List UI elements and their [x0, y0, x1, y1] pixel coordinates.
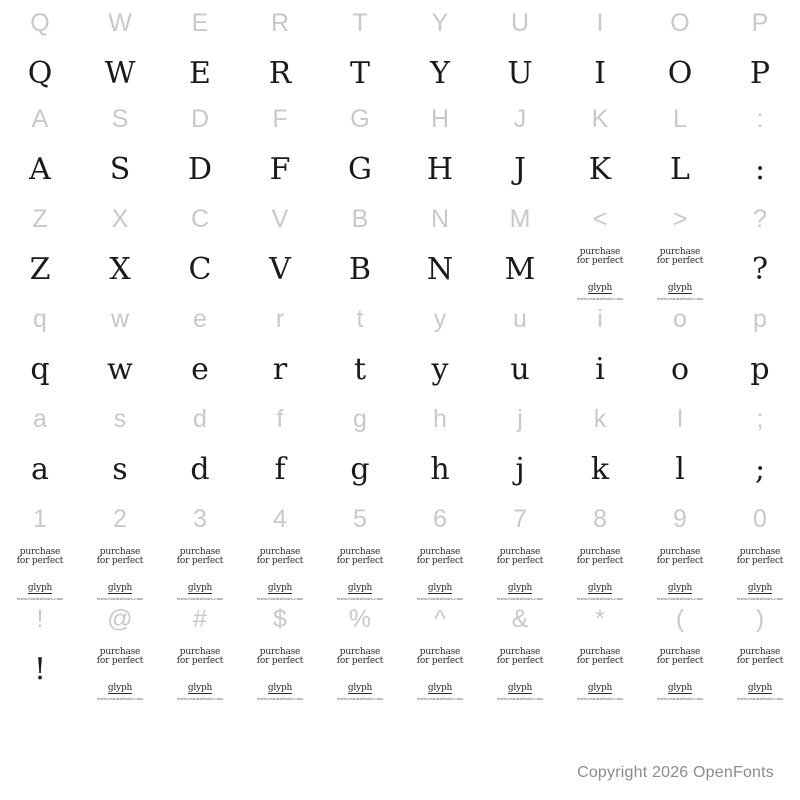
- keyrow-5-reference: [0, 396, 800, 442]
- notice-line-2: for perfect: [736, 656, 784, 666]
- purchase-notice-block: [657, 548, 703, 601]
- notice-line-3: glyph: [27, 583, 53, 593]
- notice-line-1: purchase: [499, 547, 541, 557]
- notice-line-3: glyph: [427, 583, 453, 593]
- purchase-notice: [560, 242, 640, 301]
- purchase-notice-block: [737, 648, 783, 701]
- glyph-char: o: [670, 352, 690, 387]
- notice-line-2: for perfect: [336, 556, 384, 566]
- purchase-notice: [480, 542, 560, 601]
- reference-char: ): [755, 605, 765, 633]
- glyph-char: Q: [27, 56, 53, 91]
- purchase-notice-block: [657, 648, 703, 701]
- purchase-notice: [720, 642, 800, 701]
- reference-char: P: [751, 9, 769, 37]
- notice-line-3: glyph: [267, 683, 293, 693]
- keyrow-3-reference: [0, 196, 800, 242]
- notice-line-2: for perfect: [656, 556, 704, 566]
- glyph-char: U: [507, 56, 533, 91]
- reference-char: <: [592, 205, 608, 233]
- reference-char: A: [31, 105, 49, 133]
- reference-char: p: [753, 305, 767, 333]
- reference-char: Q: [30, 9, 50, 37]
- reference-char: y: [433, 305, 447, 333]
- reference-char: t: [356, 305, 364, 333]
- glyph-char: P: [749, 56, 771, 91]
- notice-line-1: purchase: [99, 547, 141, 557]
- reference-char: 4: [273, 505, 287, 533]
- notice-url: www.renatefonts.com: [736, 596, 783, 601]
- reference-char: w: [110, 305, 130, 333]
- glyph-char: e: [191, 352, 209, 387]
- notice-line-3: glyph: [667, 683, 693, 693]
- purchase-notice-block: [577, 548, 623, 601]
- reference-char: e: [193, 305, 207, 333]
- glyph-char: F: [269, 152, 291, 187]
- notice-url: www.renatefonts.com: [496, 596, 543, 601]
- reference-char: M: [509, 205, 531, 233]
- glyph-char: V: [269, 252, 291, 287]
- reference-char: l: [677, 405, 683, 433]
- glyph-char: u: [510, 352, 530, 387]
- notice-line-2: for perfect: [336, 656, 384, 666]
- notice-line-2: for perfect: [96, 556, 144, 566]
- purchase-notice-block: [497, 548, 543, 601]
- notice-url: www.renatefonts.com: [656, 596, 703, 601]
- notice-line-2: for perfect: [16, 556, 64, 566]
- notice-line-3: glyph: [107, 683, 133, 693]
- notice-line-3: glyph: [507, 583, 533, 593]
- notice-line-1: purchase: [19, 547, 61, 557]
- notice-line-2: for perfect: [416, 656, 464, 666]
- notice-line-3: glyph: [747, 583, 773, 593]
- reference-char: @: [107, 605, 133, 633]
- purchase-notice-block: [337, 648, 383, 701]
- notice-line-2: for perfect: [256, 556, 304, 566]
- reference-char: d: [193, 405, 207, 433]
- notice-line-2: for perfect: [496, 656, 544, 666]
- glyph-char: ?: [751, 252, 769, 287]
- reference-char: ^: [434, 605, 446, 633]
- notice-line-3: glyph: [507, 683, 533, 693]
- reference-char: q: [33, 305, 47, 333]
- keyrow-7-reference: [0, 596, 800, 642]
- notice-line-2: for perfect: [656, 256, 704, 266]
- glyph-char: R: [268, 56, 292, 91]
- notice-line-3: glyph: [667, 583, 693, 593]
- notice-line-3: glyph: [587, 583, 613, 593]
- notice-line-3: glyph: [267, 583, 293, 593]
- reference-char: :: [756, 105, 764, 133]
- reference-char: 6: [433, 505, 447, 533]
- keyrow-7-glyphs: [0, 642, 800, 701]
- notice-line-1: purchase: [259, 547, 301, 557]
- notice-url: www.renatefonts.com: [96, 596, 143, 601]
- notice-line-3: glyph: [187, 683, 213, 693]
- notice-url: www.renatefonts.com: [416, 596, 463, 601]
- reference-char: f: [276, 405, 284, 433]
- reference-char: $: [273, 605, 287, 633]
- notice-line-2: for perfect: [176, 556, 224, 566]
- reference-char: *: [595, 605, 605, 633]
- notice-line-1: purchase: [659, 247, 701, 257]
- notice-url: www.renatefonts.com: [416, 696, 463, 701]
- notice-line-2: for perfect: [576, 556, 624, 566]
- purchase-notice: [720, 542, 800, 601]
- notice-url: www.renatefonts.com: [496, 696, 543, 701]
- copyright-notice: Copyright 2026 OpenFonts: [577, 764, 774, 781]
- glyph-char: T: [349, 56, 370, 91]
- reference-char: F: [272, 105, 288, 133]
- glyph-char: S: [109, 152, 131, 187]
- notice-url: www.renatefonts.com: [176, 696, 223, 701]
- purchase-notice: [160, 642, 240, 701]
- reference-char: h: [433, 405, 447, 433]
- reference-char: #: [193, 605, 207, 633]
- notice-line-3: glyph: [347, 683, 373, 693]
- notice-line-1: purchase: [739, 647, 781, 657]
- purchase-notice-block: [177, 548, 223, 601]
- keyrow-1-reference: [0, 0, 800, 46]
- glyph-char: q: [30, 352, 50, 387]
- glyph-char: h: [430, 452, 450, 487]
- notice-url: www.renatefonts.com: [656, 296, 703, 301]
- reference-char: Y: [431, 9, 449, 37]
- reference-char: ;: [756, 405, 764, 433]
- purchase-notice: [320, 642, 400, 701]
- notice-url: www.renatefonts.com: [576, 596, 623, 601]
- reference-char: W: [108, 9, 132, 37]
- reference-char: >: [672, 205, 688, 233]
- notice-line-1: purchase: [419, 647, 461, 657]
- notice-line-1: purchase: [259, 647, 301, 657]
- notice-line-1: purchase: [99, 647, 141, 657]
- keyrow-5-glyphs: [0, 442, 800, 498]
- notice-line-1: purchase: [579, 247, 621, 257]
- notice-url: www.renatefonts.com: [336, 596, 383, 601]
- reference-char: 7: [513, 505, 527, 533]
- purchase-notice-block: [657, 248, 703, 301]
- reference-char: u: [513, 305, 527, 333]
- notice-url: www.renatefonts.com: [656, 696, 703, 701]
- notice-url: www.renatefonts.com: [256, 696, 303, 701]
- glyph-char: f: [274, 452, 286, 487]
- reference-char: 9: [673, 505, 687, 533]
- reference-char: &: [511, 605, 529, 633]
- glyph-char: N: [426, 252, 454, 287]
- glyph-char: Y: [430, 56, 450, 91]
- reference-char: S: [111, 105, 129, 133]
- purchase-notice: [400, 542, 480, 601]
- purchase-notice: [320, 542, 400, 601]
- glyph-char: M: [504, 252, 536, 287]
- keyrow-4-reference: [0, 296, 800, 342]
- purchase-notice-block: [337, 548, 383, 601]
- notice-url: www.renatefonts.com: [176, 596, 223, 601]
- reference-char: O: [670, 9, 690, 37]
- purchase-notice: [240, 642, 320, 701]
- glyph-char: G: [348, 152, 372, 187]
- notice-line-1: purchase: [499, 647, 541, 657]
- reference-char: C: [190, 205, 210, 233]
- reference-char: g: [353, 405, 367, 433]
- keyrow-2-reference: [0, 96, 800, 142]
- reference-char: L: [673, 105, 687, 133]
- notice-line-2: for perfect: [656, 656, 704, 666]
- reference-char: J: [513, 105, 527, 133]
- notice-line-2: for perfect: [736, 556, 784, 566]
- reference-char: 3: [193, 505, 207, 533]
- glyph-char: a: [31, 452, 49, 487]
- notice-line-1: purchase: [419, 547, 461, 557]
- notice-line-2: for perfect: [576, 256, 624, 266]
- glyph-char: H: [426, 152, 454, 187]
- glyph-char: W: [104, 56, 136, 91]
- glyph-char: L: [670, 152, 690, 187]
- glyph-char: p: [750, 352, 770, 387]
- reference-char: j: [517, 405, 523, 433]
- keyrow-4-glyphs: [0, 342, 800, 398]
- purchase-notice: [560, 642, 640, 701]
- reference-char: k: [593, 405, 607, 433]
- reference-char: 2: [113, 505, 127, 533]
- notice-line-2: for perfect: [256, 656, 304, 666]
- reference-char: U: [510, 9, 530, 37]
- notice-line-3: glyph: [347, 583, 373, 593]
- reference-char: ?: [753, 205, 767, 233]
- reference-char: T: [352, 9, 368, 37]
- notice-line-1: purchase: [339, 647, 381, 657]
- reference-char: 1: [33, 505, 47, 533]
- purchase-notice: [160, 542, 240, 601]
- keyrow-6-reference: [0, 496, 800, 542]
- reference-char: i: [597, 305, 603, 333]
- keyrow-1-glyphs: [0, 46, 800, 102]
- purchase-notice-block: [17, 548, 63, 601]
- reference-char: N: [430, 205, 450, 233]
- glyph-char: t: [353, 352, 367, 387]
- reference-char: V: [271, 205, 289, 233]
- glyph-char: r: [272, 352, 288, 387]
- glyph-char: E: [189, 56, 211, 91]
- glyph-char: w: [107, 352, 133, 387]
- purchase-notice: [0, 542, 80, 601]
- notice-line-2: for perfect: [496, 556, 544, 566]
- notice-url: www.renatefonts.com: [256, 596, 303, 601]
- purchase-notice: [80, 642, 160, 701]
- notice-line-2: for perfect: [576, 656, 624, 666]
- reference-char: K: [591, 105, 609, 133]
- purchase-notice: [640, 242, 720, 301]
- purchase-notice-block: [257, 548, 303, 601]
- glyph-char: K: [588, 152, 612, 187]
- purchase-notice-block: [97, 548, 143, 601]
- purchase-notice-block: [737, 548, 783, 601]
- glyph-char: y: [431, 352, 449, 387]
- purchase-notice-block: [577, 648, 623, 701]
- purchase-notice: [480, 642, 560, 701]
- notice-line-3: glyph: [187, 583, 213, 593]
- purchase-notice: [80, 542, 160, 601]
- notice-line-1: purchase: [339, 547, 381, 557]
- glyph-char: B: [348, 252, 372, 287]
- glyph-char: j: [515, 452, 525, 487]
- reference-char: G: [350, 105, 370, 133]
- notice-url: www.renatefonts.com: [16, 596, 63, 601]
- purchase-notice: [240, 542, 320, 601]
- purchase-notice: [400, 642, 480, 701]
- notice-url: www.renatefonts.com: [96, 696, 143, 701]
- glyph-char: C: [188, 252, 212, 287]
- reference-char: I: [596, 9, 604, 37]
- notice-line-1: purchase: [179, 647, 221, 657]
- reference-char: %: [348, 605, 372, 633]
- reference-char: X: [111, 205, 129, 233]
- glyph-char: i: [595, 352, 605, 387]
- reference-char: D: [190, 105, 210, 133]
- purchase-notice: [640, 542, 720, 601]
- keyrow-2-glyphs: [0, 142, 800, 198]
- reference-char: 8: [593, 505, 607, 533]
- reference-char: E: [191, 9, 209, 37]
- purchase-notice-block: [97, 648, 143, 701]
- glyph-char: !: [33, 652, 47, 687]
- keyrow-3-glyphs: [0, 242, 800, 301]
- notice-line-3: glyph: [587, 683, 613, 693]
- notice-line-2: for perfect: [96, 656, 144, 666]
- purchase-notice-block: [497, 648, 543, 701]
- notice-url: www.renatefonts.com: [576, 696, 623, 701]
- glyph-char: :: [754, 152, 766, 187]
- glyph-char: J: [513, 152, 527, 187]
- reference-char: r: [275, 305, 285, 333]
- reference-char: H: [430, 105, 450, 133]
- glyph-char: O: [667, 56, 693, 91]
- reference-char: Z: [32, 205, 48, 233]
- notice-line-1: purchase: [579, 547, 621, 557]
- glyph-char: A: [29, 152, 51, 187]
- purchase-notice-block: [417, 648, 463, 701]
- purchase-notice: [640, 642, 720, 701]
- purchase-notice: [560, 542, 640, 601]
- glyph-char: k: [590, 452, 610, 487]
- glyph-char: g: [350, 452, 370, 487]
- glyph-char: l: [675, 452, 685, 487]
- glyph-char: ;: [754, 452, 766, 487]
- notice-url: www.renatefonts.com: [576, 296, 623, 301]
- notice-line-3: glyph: [667, 283, 693, 293]
- reference-char: a: [33, 405, 47, 433]
- reference-char: o: [673, 305, 687, 333]
- notice-line-1: purchase: [179, 547, 221, 557]
- notice-line-1: purchase: [659, 647, 701, 657]
- glyph-char: s: [112, 452, 128, 487]
- notice-line-1: purchase: [739, 547, 781, 557]
- reference-char: s: [113, 405, 127, 433]
- glyph-char: X: [109, 252, 131, 287]
- purchase-notice-block: [257, 648, 303, 701]
- purchase-notice-block: [417, 548, 463, 601]
- notice-line-1: purchase: [659, 547, 701, 557]
- notice-line-2: for perfect: [176, 656, 224, 666]
- notice-line-3: glyph: [107, 583, 133, 593]
- glyph-char: Z: [29, 252, 51, 287]
- keyrow-6-glyphs: [0, 542, 800, 601]
- glyph-char: I: [594, 56, 606, 91]
- purchase-notice-block: [177, 648, 223, 701]
- notice-line-2: for perfect: [416, 556, 464, 566]
- notice-line-3: glyph: [747, 683, 773, 693]
- glyph-char: D: [187, 152, 213, 187]
- reference-char: !: [36, 605, 44, 633]
- notice-url: www.renatefonts.com: [336, 696, 383, 701]
- notice-line-1: purchase: [579, 647, 621, 657]
- notice-url: www.renatefonts.com: [736, 696, 783, 701]
- reference-char: R: [270, 9, 290, 37]
- reference-char: (: [675, 605, 685, 633]
- glyph-char: d: [190, 452, 210, 487]
- notice-line-3: glyph: [587, 283, 613, 293]
- purchase-notice-block: [577, 248, 623, 301]
- notice-line-3: glyph: [427, 683, 453, 693]
- reference-char: 0: [753, 505, 767, 533]
- reference-char: B: [351, 205, 369, 233]
- reference-char: 5: [353, 505, 367, 533]
